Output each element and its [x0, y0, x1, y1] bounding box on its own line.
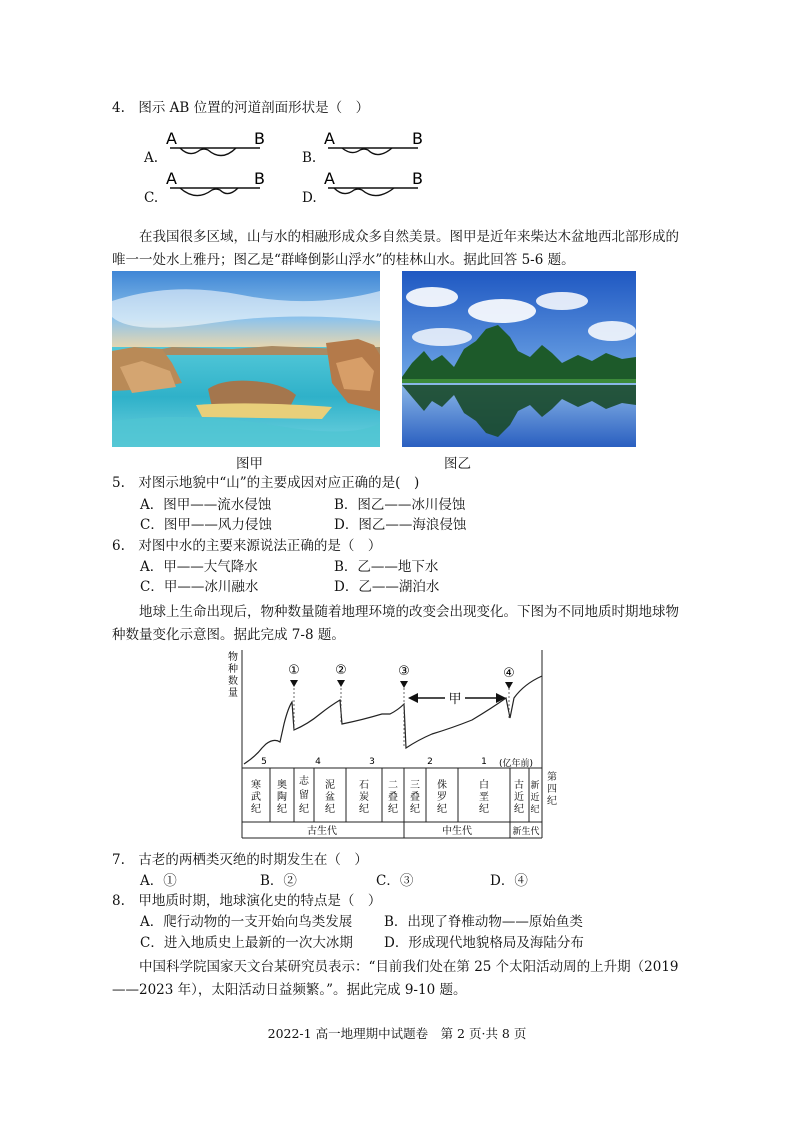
svg-text:留: 留 — [299, 790, 309, 801]
svg-text:叠: 叠 — [388, 792, 398, 803]
era-mesozoic: 中生代 — [442, 826, 472, 837]
point-a-label: A — [324, 129, 335, 148]
q5-option-c[interactable]: C．图甲——风力侵蚀 — [140, 517, 272, 533]
svg-text:纪: 纪 — [437, 804, 447, 815]
era-paleozoic: 古生代 — [307, 826, 337, 837]
jia-label: 甲 — [448, 692, 462, 707]
q6-option-b[interactable]: B．乙——地下水 — [334, 559, 439, 575]
q8-stem: 8. 甲地质时期，地球演化史的特点是（ ） — [112, 893, 382, 909]
marker-3: ③ — [398, 664, 410, 679]
q4-stem: 4. 图示 AB 位置的河道剖面形状是（ ） — [112, 100, 370, 116]
marker-3-triangle — [400, 681, 408, 688]
tick-1: 1 — [481, 757, 487, 767]
point-b-label: B — [254, 169, 265, 188]
period-char: 奥 — [277, 780, 287, 791]
q7-stem: 7. 古老的两栖类灭绝的时期发生在（ ） — [112, 852, 368, 868]
q5-stem: 5. 对图示地貌中“山”的主要成因对应正确的是( ) — [112, 475, 420, 491]
figure-yi-caption: 图乙 — [444, 456, 471, 472]
svg-text:纪: 纪 — [514, 804, 524, 815]
q4-option-d-label[interactable]: D. — [302, 190, 317, 206]
q8-option-c[interactable]: C．进入地质史上最新的一次大冰期 — [140, 935, 353, 951]
tick-5: 5 — [261, 757, 267, 767]
q6-option-d[interactable]: D．乙——湖泊水 — [334, 579, 440, 595]
point-b-label: B — [412, 169, 423, 188]
q8-option-b[interactable]: B．出现了脊椎动物——原始鱼类 — [384, 914, 583, 930]
q4-option-a-label[interactable]: A. — [144, 150, 159, 166]
photo-yi-guilin — [402, 271, 636, 447]
q6-stem: 6. 对图中水的主要来源说法正确的是（ ） — [112, 538, 382, 554]
q4-option-b-profile[interactable] — [320, 128, 430, 164]
marker-4-triangle — [505, 682, 513, 689]
q7-option-a[interactable]: A．① — [140, 873, 177, 889]
period-char: 寒 — [251, 780, 261, 791]
period-char: 新 — [530, 781, 540, 791]
intro-5-6: 在我国很多区域，山与水的相融形成众多自然美景。图甲是近年来柴达木盆地西北部形成的唯一一处水上雅丹；图乙是“群峰倒影山浮水”的桂林山水。据此回答 5-6 题。 — [112, 229, 679, 268]
point-b-label: B — [412, 129, 423, 148]
species-diagram — [222, 648, 546, 840]
svg-text:近: 近 — [530, 793, 540, 803]
figure-jia-caption: 图甲 — [236, 456, 263, 472]
point-a-label: A — [166, 129, 177, 148]
marker-4: ④ — [503, 666, 515, 681]
q4-option-a-profile[interactable] — [162, 128, 272, 164]
period-char: 侏 — [437, 780, 447, 791]
q7-option-c[interactable]: C．③ — [376, 873, 414, 889]
q7-option-b[interactable]: B．② — [260, 873, 297, 889]
svg-text:叠: 叠 — [410, 792, 420, 803]
tick-unit: (亿年前) — [498, 759, 534, 769]
period-char: 石 — [359, 780, 369, 791]
page-footer: 2022-1 高一地理期中试题卷 第 2 页·共 8 页 — [267, 1026, 527, 1041]
q8-option-a[interactable]: A．爬行动物的一支开始向鸟类发展 — [140, 914, 353, 930]
svg-text:罗: 罗 — [437, 792, 447, 803]
svg-text:炭: 炭 — [359, 792, 369, 803]
svg-text:陶: 陶 — [277, 792, 287, 803]
q4-option-c-profile[interactable] — [162, 168, 272, 204]
svg-text:纪: 纪 — [530, 805, 540, 815]
period-char: 泥 — [325, 780, 335, 791]
q6-option-c[interactable]: C．甲——冰川融水 — [140, 579, 259, 595]
q6-option-a[interactable]: A．甲——大气降水 — [140, 559, 258, 575]
svg-text:近: 近 — [514, 792, 524, 803]
period-char: 三 — [410, 780, 420, 791]
svg-text:纪: 纪 — [410, 804, 420, 815]
ylabel-char: 种 — [228, 664, 238, 675]
period-char: 二 — [388, 780, 398, 791]
ylabel-char: 量 — [228, 688, 238, 699]
svg-text:纪: 纪 — [325, 804, 335, 815]
q5-option-d[interactable]: D．图乙——海浪侵蚀 — [334, 517, 467, 533]
svg-text:垩: 垩 — [479, 792, 489, 803]
svg-text:武: 武 — [251, 792, 261, 803]
marker-1-triangle — [290, 680, 298, 687]
point-a-label: A — [166, 169, 177, 188]
period-char: 古 — [514, 780, 524, 791]
photo-jia-yardang — [112, 271, 380, 447]
intro-7-8: 地球上生命出现后，物种数量随着地理环境的改变会出现变化。下图为不同地质时期地球物种数量变化示意图。据此完成 7-8 题。 — [112, 604, 679, 643]
tick-4: 4 — [315, 757, 321, 767]
marker-1: ① — [288, 663, 300, 678]
tick-3: 3 — [369, 757, 375, 767]
svg-text:纪: 纪 — [277, 804, 287, 815]
intro-9-10: 中国科学院国家天文台某研究员表示：“目前我们处在第 25 个太阳活动周的上升期（2019——2023 年），太阳活动日益频繁。”。据此完成 9-10 题。 — [112, 959, 679, 998]
era-cenozoic: 新生代 — [512, 827, 540, 837]
q5-option-b[interactable]: B．图乙——冰川侵蚀 — [334, 497, 466, 513]
svg-text:盆: 盆 — [325, 792, 335, 803]
q5-option-a[interactable]: A．图甲——流水侵蚀 — [140, 497, 272, 513]
svg-text:纪: 纪 — [388, 804, 398, 815]
q4-option-d-profile[interactable] — [320, 168, 430, 204]
period-char: 志 — [299, 776, 309, 787]
period-char: 白 — [479, 780, 489, 791]
q8-option-d[interactable]: D．形成现代地貌格局及海陆分布 — [384, 935, 584, 951]
point-b-label: B — [254, 129, 265, 148]
svg-text:纪: 纪 — [359, 804, 369, 815]
svg-text:纪: 纪 — [299, 804, 309, 815]
marker-2: ② — [335, 663, 347, 678]
q4-option-c-label[interactable]: C. — [144, 190, 159, 206]
q7-option-d[interactable]: D．④ — [490, 873, 528, 889]
point-a-label: A — [324, 169, 335, 188]
svg-text:纪: 纪 — [479, 804, 489, 815]
tick-2: 2 — [427, 757, 433, 767]
marker-2-triangle — [337, 680, 345, 687]
q4-option-b-label[interactable]: B. — [302, 150, 317, 166]
ylabel-char: 物 — [228, 652, 238, 663]
species-curve — [244, 676, 542, 764]
svg-text:纪: 纪 — [251, 804, 261, 815]
ylabel-char: 数 — [228, 676, 238, 687]
period-quaternary: 第 四 纪 — [547, 772, 557, 807]
